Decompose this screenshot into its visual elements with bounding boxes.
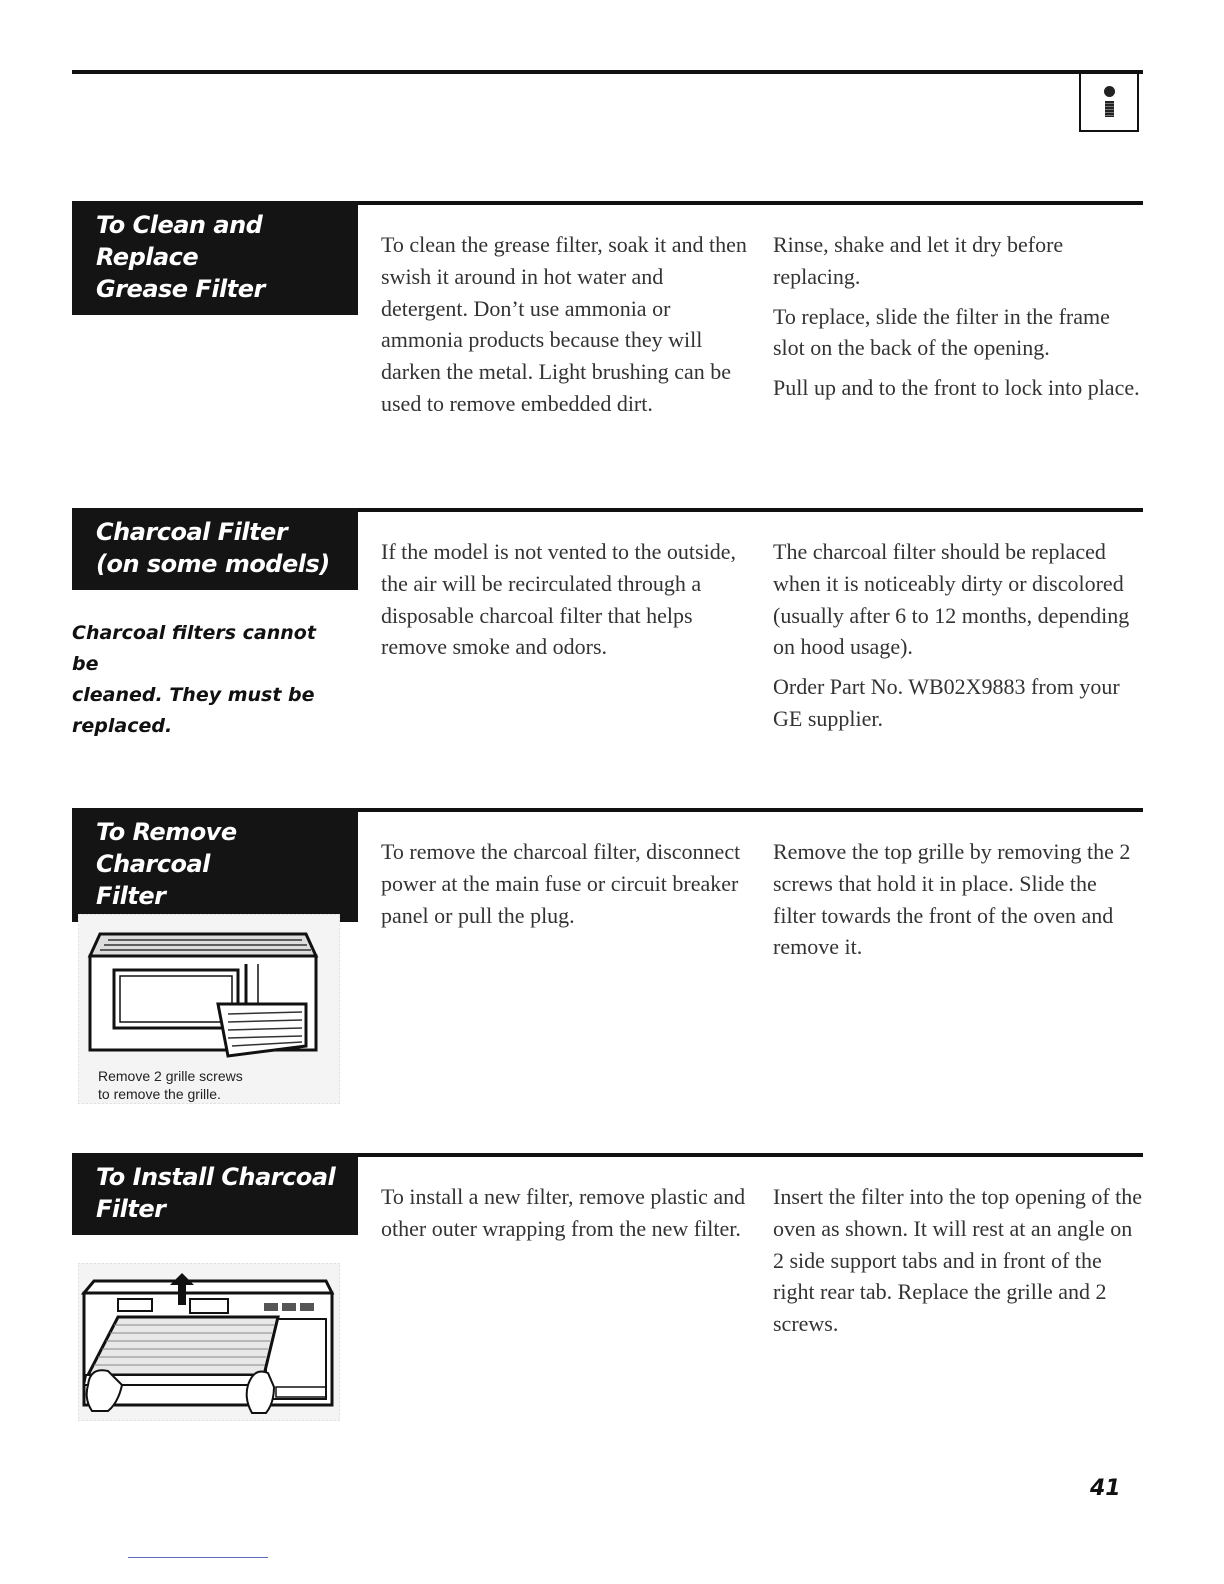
paragraph: Insert the filter into the top opening of the oven as shown. It will rest at an angle on 2 side support tabs and in front of the right rear tab. Replace the grille and 2 screws.	[773, 1184, 1143, 1337]
filter-install-illustration	[78, 1263, 340, 1421]
paragraph: Order Part No. WB02X9883 from your GE supplier.	[773, 674, 1120, 731]
paragraph: Pull up and to the front to lock into place.	[773, 375, 1140, 401]
heading-line: Filter	[96, 1195, 166, 1223]
illustration-caption	[98, 1067, 243, 1103]
note-line: Charcoal filters cannot be	[72, 622, 316, 675]
paragraph: Rinse, shake and let it dry before replacing.	[773, 232, 1064, 289]
paragraph: Remove the top grille by removing the 2 screws that hold it in place. Slide the filter towards the front of the oven and remove it.	[773, 839, 1131, 960]
paragraph: To replace, slide the filter in the frame slot on the back of the opening.	[773, 303, 1110, 361]
section-heading	[72, 508, 358, 590]
heading-line: (on some models)	[96, 550, 330, 578]
paragraph: To install a new filter, remove plastic and other outer wrapping from the new filter.	[381, 1184, 746, 1241]
page-number: 41	[1090, 1476, 1121, 1501]
section-heading	[72, 1153, 358, 1235]
text-column-left	[381, 229, 753, 428]
section-rule	[356, 808, 1143, 812]
paragraph: If the model is not vented to the outside, the air will be recirculated through a disposable charcoal filter that helps remove smoke and odors.	[381, 539, 736, 660]
info-icon-dot	[1104, 86, 1115, 97]
text-column-left	[381, 1181, 753, 1253]
caption-line: Remove 2 grille screws	[98, 1068, 243, 1084]
text-column-left	[381, 836, 753, 939]
section-rule	[356, 508, 1143, 512]
text-column-right	[773, 1181, 1145, 1348]
footer-line	[128, 1557, 268, 1558]
info-icon-bar	[1105, 101, 1114, 117]
text-column-right	[773, 229, 1145, 412]
text-column-left	[381, 536, 753, 671]
heading-line: To Remove Charcoal	[96, 818, 237, 878]
section-heading	[72, 808, 358, 922]
warning-note	[72, 618, 342, 742]
text-column-right	[773, 536, 1145, 743]
section-rule	[356, 201, 1143, 205]
heading-line: To Clean and Replace	[96, 211, 263, 271]
heading-line: Grease Filter	[96, 275, 265, 303]
heading-line: Charcoal Filter	[96, 518, 288, 546]
note-line: cleaned. They must be	[72, 684, 315, 706]
section-rule	[356, 1153, 1143, 1157]
top-rule	[72, 70, 1143, 74]
paragraph: To clean the grease filter, soak it and then swish it around in hot water and detergent. Don’t use ammonia or ammonia products because they will darken the metal. Light brushing can be used to remove embedded dirt.	[381, 232, 747, 416]
note-line: replaced.	[72, 715, 173, 737]
caption-line: to remove the grille.	[98, 1086, 221, 1102]
paragraph: The charcoal filter should be replaced when it is noticeably dirty or discolored (usually after 6 to 12 months, depending on hood usage).	[773, 539, 1130, 660]
heading-line: Filter	[96, 882, 166, 910]
section-heading	[72, 201, 358, 315]
text-column-right	[773, 836, 1145, 971]
heading-line: To Install Charcoal	[96, 1163, 336, 1191]
info-icon	[1079, 72, 1139, 132]
paragraph: To remove the charcoal filter, disconnect power at the main fuse or circuit breaker panel or pull the plug.	[381, 839, 741, 928]
